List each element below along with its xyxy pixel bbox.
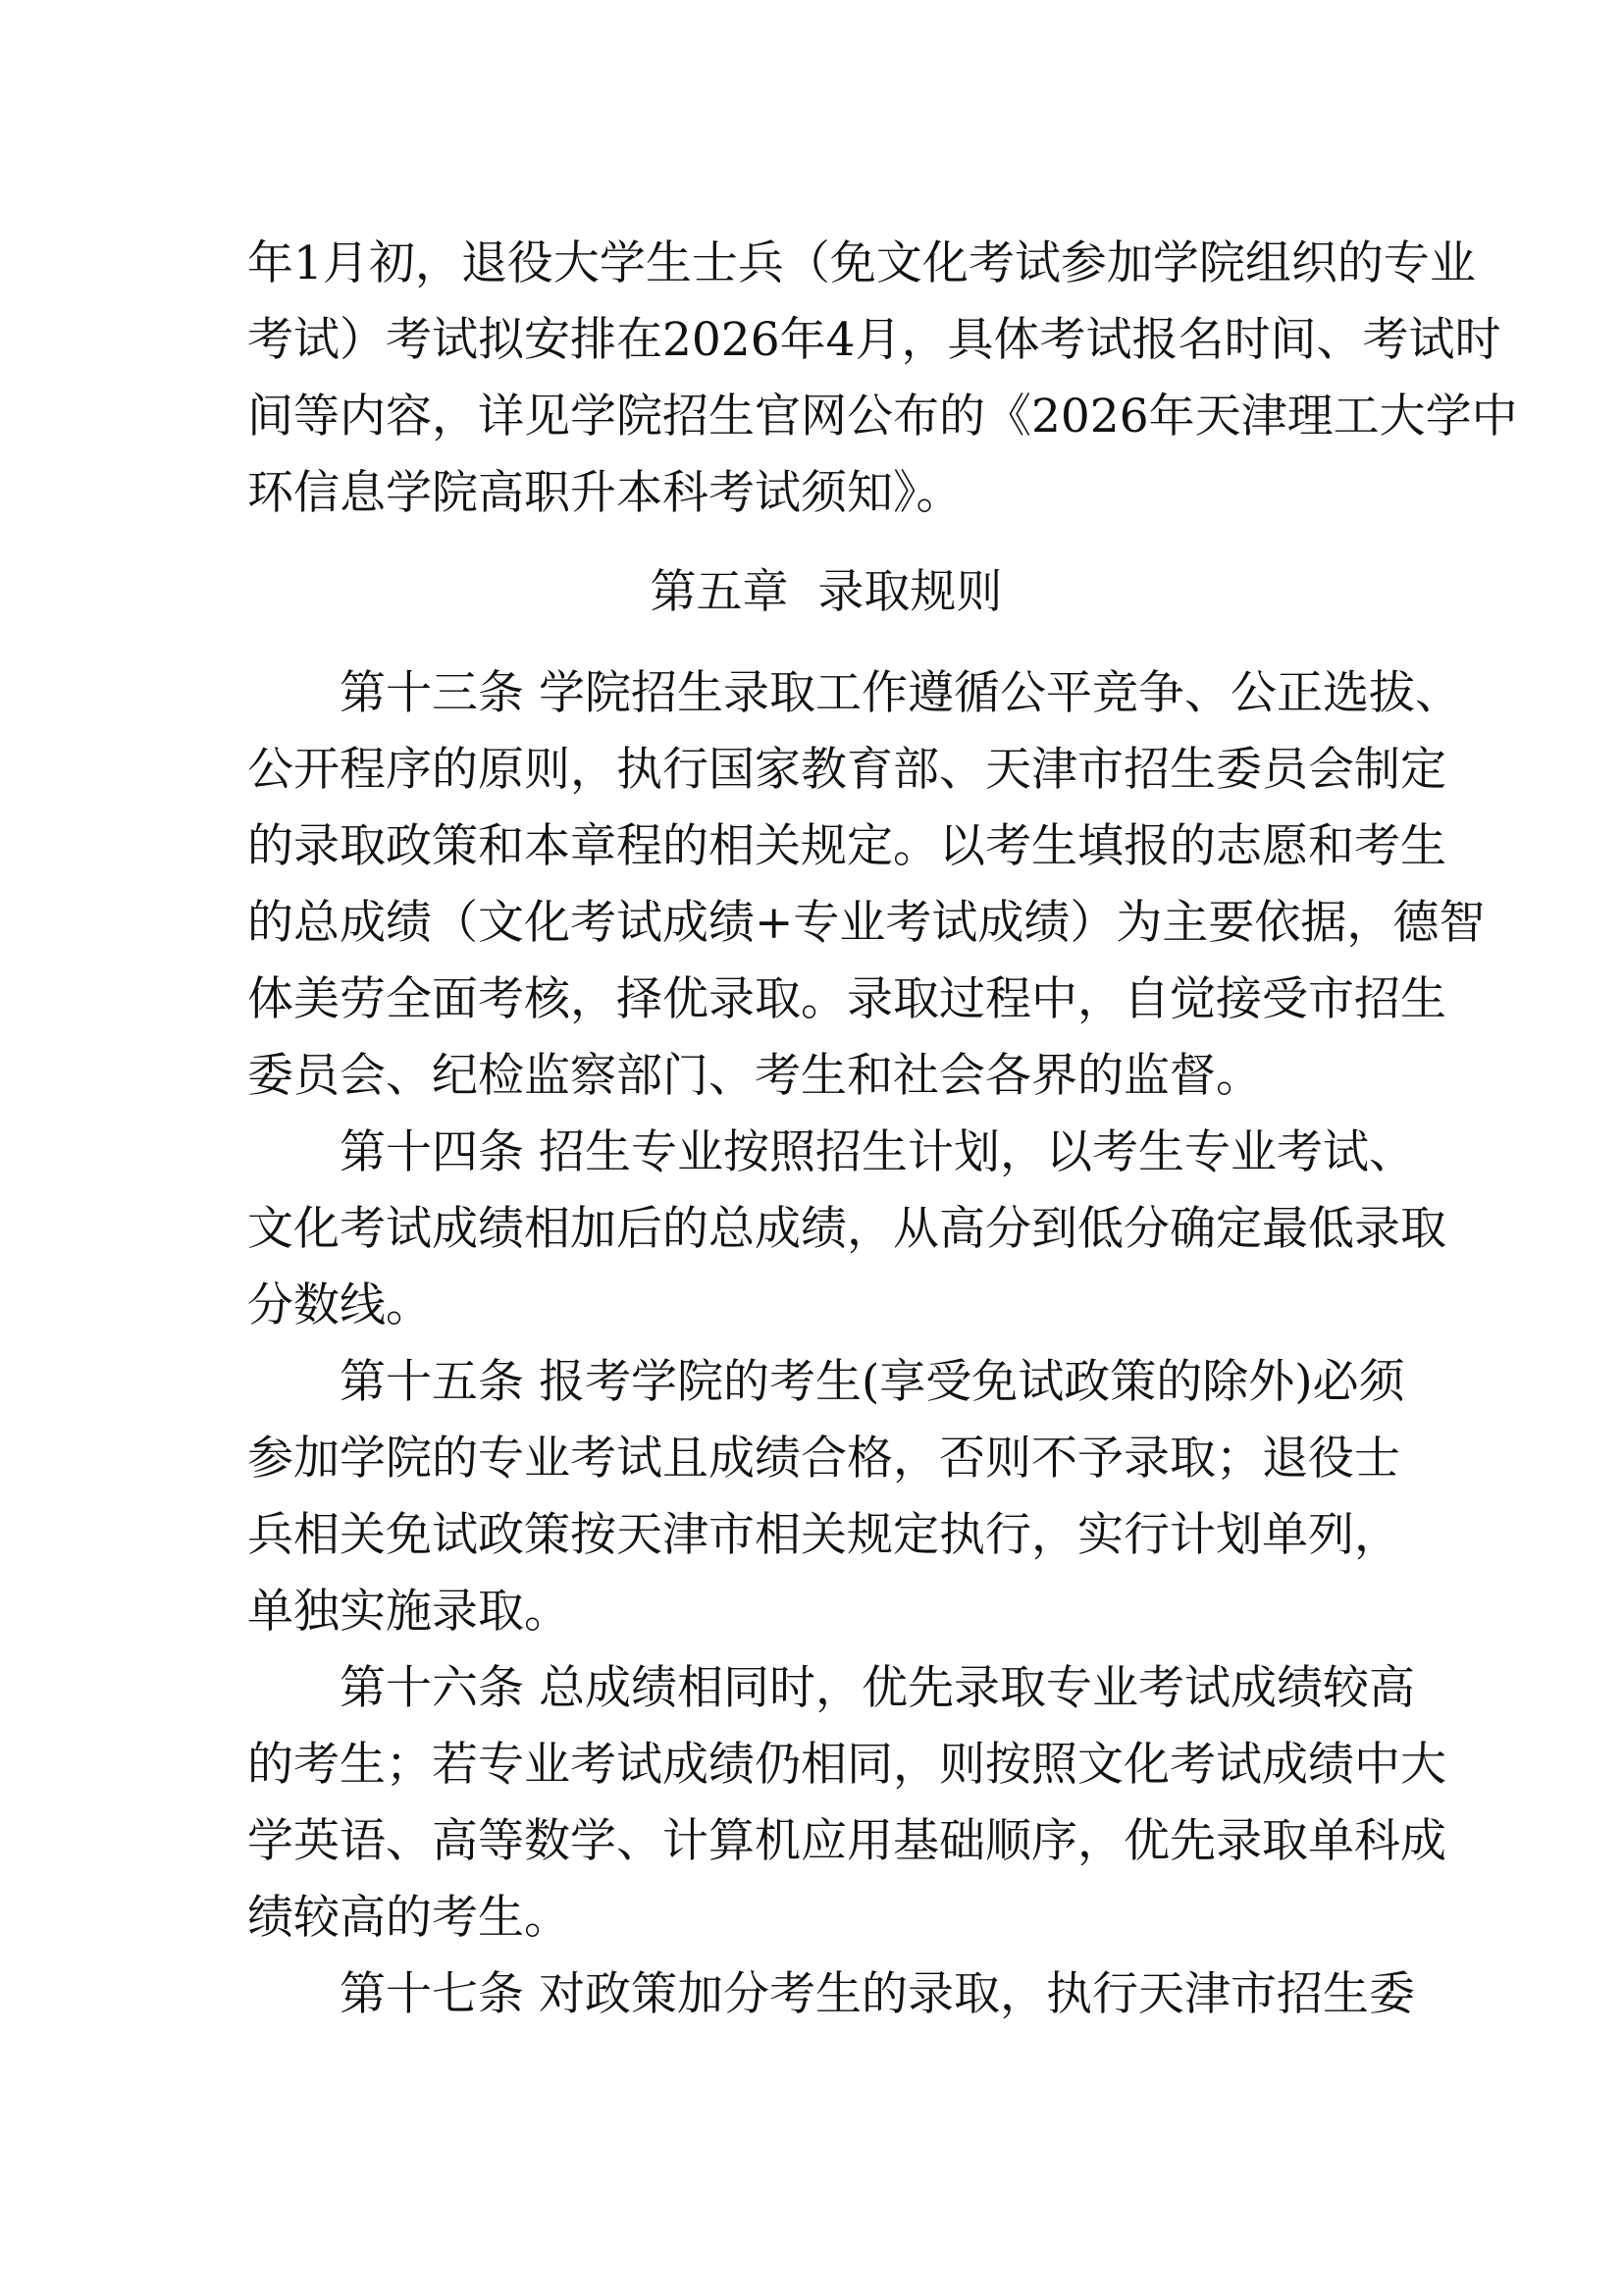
article-15-line-3: 兵相关免试政策按天津市相关规定执行，实行计划单列， [247,1508,1400,1562]
article-15-line-1: 第十五条 报考学院的考生(享受免试政策的除外)必须 [340,1355,1405,1409]
article-14-line-1: 第十四条 招生专业按照招生计划，以考生专业考试、 [340,1125,1415,1179]
article-14 [247,1115,1446,1344]
article-14-line-2: 文化考试成绩相加后的总成绩，从高分到低分确定最低录取 [247,1202,1446,1256]
article-14-line-3: 分数线。 [247,1278,432,1332]
intro-paragraph [247,226,1518,532]
chapter-title: 第五章 录取规则 [650,565,1003,619]
article-13-line-4: 的总成绩（文化考试成绩+专业考试成绩）为主要依据，德智 [247,896,1486,950]
article-13 [247,655,1486,1115]
article-17-line-1: 第十七条 对政策加分考生的录取，执行天津市招生委 [340,1967,1415,2021]
chapter-heading-block [247,554,1405,631]
article-13-line-3: 的录取政策和本章程的相关规定。以考生填报的志愿和考生 [247,819,1446,873]
article-17 [247,1956,1415,2033]
intro-line-4: 环信息学院高职升本科考试须知》。 [247,466,963,520]
article-13-line-6: 委员会、纪检监察部门、考生和社会各界的监督。 [247,1049,1262,1103]
article-15-line-4: 单独实施录取。 [247,1585,570,1639]
article-16-line-3: 学英语、高等数学、计算机应用基础顺序，优先录取单科成 [247,1814,1446,1868]
intro-line-3: 间等内容，详见学院招生官网公布的《2026年天津理工大学中 [247,390,1518,443]
article-15 [247,1344,1405,1650]
intro-line-2: 考试）考试拟安排在2026年4月，具体考试报名时间、考试时 [247,313,1501,367]
article-16-line-2: 的考生；若专业考试成绩仍相同，则按照文化考试成绩中大 [247,1738,1446,1792]
article-13-line-2: 公开程序的原则，执行国家教育部、天津市招生委员会制定 [247,743,1446,797]
article-13-line-1: 第十三条 学院招生录取工作遵循公平竞争、公正选拔、 [340,666,1461,720]
article-15-line-2: 参加学院的专业考试且成绩合格，否则不予录取；退役士 [247,1432,1400,1486]
article-16-line-4: 绩较高的考生。 [247,1891,570,1945]
intro-line-1: 年1月初，退役大学生士兵（免文化考试参加学院组织的专业 [247,236,1476,290]
article-16-line-1: 第十六条 总成绩相同时，优先录取专业考试成绩较高 [340,1661,1415,1715]
article-16 [247,1650,1446,1956]
article-13-line-5: 体美劳全面考核，择优录取。录取过程中，自觉接受市招生 [247,972,1446,1026]
